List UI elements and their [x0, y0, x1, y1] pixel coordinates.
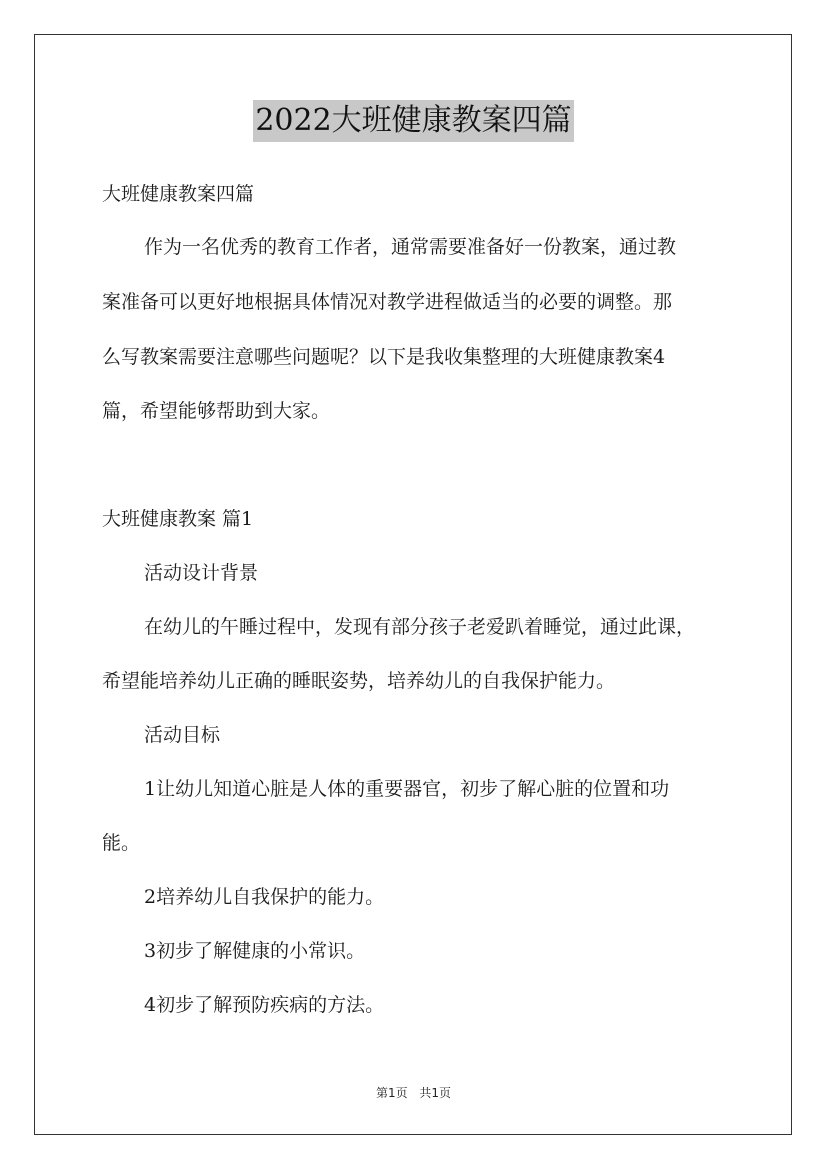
paragraph-line: 么写教案需要注意哪些问题呢？以下是我收集整理的大班健康教案4 [102, 346, 666, 368]
list-item: 3初步了解健康的小常识。 [144, 940, 366, 962]
title-container [0, 100, 827, 142]
page-footer [0, 1084, 827, 1101]
paragraph-line: 希望能培养幼儿正确的睡眠姿势，培养幼儿的自我保护能力。 [102, 670, 616, 692]
list-item: 2培养幼儿自我保护的能力。 [144, 886, 385, 908]
section-heading: 大班健康教案四篇 [102, 183, 255, 205]
section-heading: 大班健康教案 篇1 [102, 508, 254, 530]
subheading: 活动目标 [144, 724, 221, 746]
page-number: 第1页 [375, 1086, 408, 1100]
subheading: 活动设计背景 [144, 562, 259, 584]
list-item: 1让幼儿知道心脏是人体的重要器官，初步了解心脏的位置和功 [144, 778, 670, 800]
list-item-continuation: 能。 [102, 832, 141, 854]
paragraph-line: 作为一名优秀的教育工作者，通常需要准备好一份教案，通过教 [144, 236, 677, 258]
page-total: 共1页 [419, 1086, 452, 1100]
paragraph-line: 篇，希望能够帮助到大家。 [102, 400, 331, 422]
paragraph-line: 在幼儿的午睡过程中，发现有部分孩子老爱趴着睡觉，通过此课， [144, 616, 696, 638]
document-title: 2022大班健康教案四篇 [253, 100, 573, 142]
paragraph-line: 案准备可以更好地根据具体情况对教学进程做适当的必要的调整。那 [102, 291, 673, 313]
list-item: 4初步了解预防疾病的方法。 [144, 994, 385, 1016]
